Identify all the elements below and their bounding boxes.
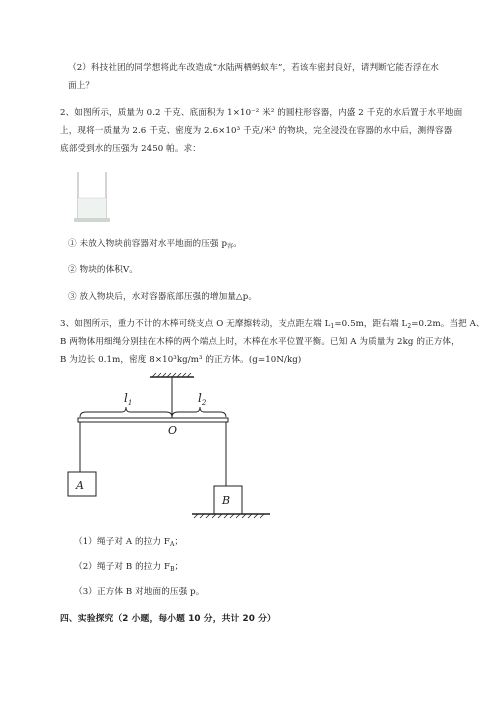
label-l2: $l_2$ — [198, 391, 207, 407]
brace-l1 — [80, 407, 172, 417]
q1-part2-line1: （2）科技社团的同学想将此车改造成“水陆两栖蚂蚁车”，若该车密封良好，请判断它能否浮在水 — [68, 63, 439, 73]
block-a-label: A — [76, 479, 84, 492]
q2-sub1: ① 未放入物块前容器对水平地面的压强 $p_容$。 — [68, 239, 242, 250]
label-l1: $l_1$ — [124, 391, 133, 407]
q3-part2: （2）绳子对 B 的拉力 $F_B$； — [74, 562, 184, 573]
q3-line3: B 为边长 0.1m，密度 8×10³kg/m³ 的正方体。(g=10N/kg) — [60, 355, 302, 365]
q2-line2: 上，现将一质量为 2.6 千克、密度为 2.6×10³ 千克/米³ 的物块，完全浸没在容器的水中后，测得容器 — [60, 126, 453, 136]
q3-part3: （3）正方体 B 对地面的压强 p。 — [74, 587, 205, 597]
q2-line3: 底部受到水的压强为 2450 帕。求： — [60, 144, 201, 154]
section4-heading: 四、实验探究（2 小题，每小题 10 分，共计 20 分） — [60, 614, 276, 624]
lever-rod — [78, 418, 228, 422]
q2-sub2: ② 物块的体积V。 — [68, 265, 138, 275]
pivot-label-o: O — [168, 424, 178, 437]
lever-diagram — [60, 372, 300, 522]
q3-part1: （1）绳子对 A 的拉力 $F_A$； — [74, 537, 184, 548]
container-water — [78, 198, 106, 218]
q3-line1: 3、如图所示，重力不计的木棒可绕支点 O 无摩擦转动，支点距左端 $L_1=0.5m$，距右端 $L_2=0.2m$。当把 A、 — [60, 319, 485, 330]
q2-sub3: ③ 放入物块后，水对容器底部压强的增加量△p。 — [68, 292, 258, 302]
cylinder-container-figure — [72, 170, 112, 222]
block-b-label: B — [222, 494, 231, 507]
q2-line1: 2、如图所示，质量为 0.2 千克、底面积为 1×10⁻² 米² 的圆柱形容器，内盛 2 千克的水后置于水平地面 — [60, 108, 463, 118]
ground-base — [74, 218, 110, 222]
q3-line2: B 两物体用细绳分别挂在木棒的两个端点上时，木棒在水平位置平衡。已知 A 为质量为 2kg 的正方体， — [60, 337, 460, 347]
q1-part2-line2: 面上？ — [68, 81, 95, 91]
brace-l2 — [172, 407, 226, 417]
